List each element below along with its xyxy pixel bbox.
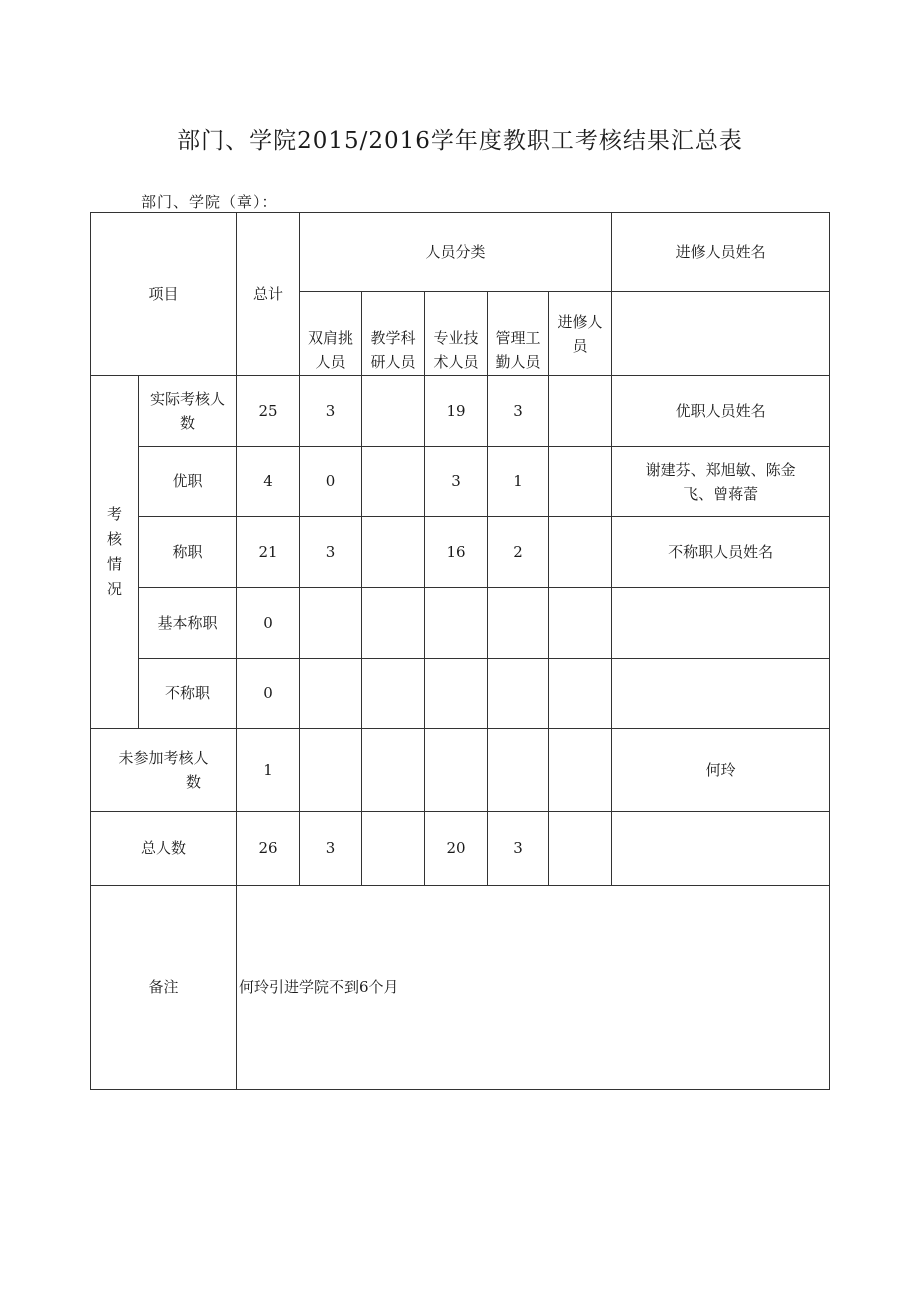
cell-dual: 0 xyxy=(300,447,362,517)
remarks-row xyxy=(91,886,830,1090)
grand-total-row xyxy=(91,812,830,886)
cell-dual xyxy=(300,659,362,729)
col-dual-role: 双肩挑 人员 xyxy=(300,292,362,376)
row-label: 基本称职 xyxy=(139,588,237,659)
cell-tech: 16 xyxy=(425,517,488,588)
assessment-summary-table xyxy=(90,212,830,1090)
col-further-study: 进修人 员 xyxy=(549,292,612,376)
department-seal-label: 部门、学院（章）： xyxy=(141,193,278,211)
cell-dual: 3 xyxy=(300,517,362,588)
cell-note xyxy=(612,588,830,659)
row-label: 不称职 xyxy=(139,659,237,729)
cell-note xyxy=(612,812,830,886)
cell-tech: 20 xyxy=(425,812,488,886)
cell-teach xyxy=(362,729,425,812)
cell-total: 25 xyxy=(237,376,300,447)
cell-tech xyxy=(425,729,488,812)
header-item: 项目 xyxy=(91,213,237,376)
cell-teach xyxy=(362,812,425,886)
col-technical: 专业技 术人员 xyxy=(425,292,488,376)
header-row-1 xyxy=(91,213,830,292)
cell-dual xyxy=(300,729,362,812)
table-row xyxy=(91,376,830,447)
col-teaching-research: 教学科 研人员 xyxy=(362,292,425,376)
cell-study xyxy=(549,659,612,729)
cell-total: 0 xyxy=(237,659,300,729)
section-assessment-status: 考 核 情 况 xyxy=(91,376,139,729)
cell-note xyxy=(612,659,830,729)
cell-total: 0 xyxy=(237,588,300,659)
table-row xyxy=(91,588,830,659)
cell-total: 21 xyxy=(237,517,300,588)
cell-total: 4 xyxy=(237,447,300,517)
cell-study xyxy=(549,376,612,447)
cell-note: 优职人员姓名 xyxy=(612,376,830,447)
table-row xyxy=(91,517,830,588)
header-empty-cell xyxy=(612,292,830,376)
row-label-not-assessed: 未参加考核人 数 xyxy=(91,729,237,812)
cell-teach xyxy=(362,447,425,517)
cell-mgmt xyxy=(488,659,549,729)
cell-mgmt: 3 xyxy=(488,812,549,886)
cell-note-excellent-names: 谢建芬、郑旭敏、陈金 飞、曾蒋蕾 xyxy=(612,447,830,517)
cell-study xyxy=(549,517,612,588)
cell-note: 不称职人员姓名 xyxy=(612,517,830,588)
row-label-grand-total: 总人数 xyxy=(91,812,237,886)
table-row xyxy=(91,659,830,729)
cell-mgmt: 2 xyxy=(488,517,549,588)
row-label: 称职 xyxy=(139,517,237,588)
remarks-label: 备注 xyxy=(91,886,237,1090)
cell-study xyxy=(549,447,612,517)
row-label: 优职 xyxy=(139,447,237,517)
remarks-text: 何玲引进学院不到6个月 xyxy=(237,886,830,1090)
cell-mgmt: 3 xyxy=(488,376,549,447)
cell-teach xyxy=(362,588,425,659)
row-label: 实际考核人 数 xyxy=(139,376,237,447)
cell-dual: 3 xyxy=(300,376,362,447)
document-title: 部门、学院2015/2016学年度教职工考核结果汇总表 xyxy=(177,128,743,154)
cell-study xyxy=(549,729,612,812)
cell-mgmt xyxy=(488,729,549,812)
cell-mgmt xyxy=(488,588,549,659)
cell-dual xyxy=(300,588,362,659)
cell-mgmt: 1 xyxy=(488,447,549,517)
cell-note: 何玲 xyxy=(612,729,830,812)
cell-study xyxy=(549,812,612,886)
col-management: 管理工 勤人员 xyxy=(488,292,549,376)
cell-teach xyxy=(362,376,425,447)
table-row xyxy=(91,447,830,517)
cell-tech xyxy=(425,588,488,659)
cell-teach xyxy=(362,517,425,588)
cell-tech xyxy=(425,659,488,729)
cell-teach xyxy=(362,659,425,729)
cell-total: 1 xyxy=(237,729,300,812)
cell-total: 26 xyxy=(237,812,300,886)
cell-tech: 19 xyxy=(425,376,488,447)
not-assessed-row xyxy=(91,729,830,812)
header-category: 人员分类 xyxy=(300,213,612,292)
cell-study xyxy=(549,588,612,659)
cell-dual: 3 xyxy=(300,812,362,886)
header-study-names: 进修人员姓名 xyxy=(612,213,830,292)
cell-tech: 3 xyxy=(425,447,488,517)
header-total: 总计 xyxy=(237,213,300,376)
